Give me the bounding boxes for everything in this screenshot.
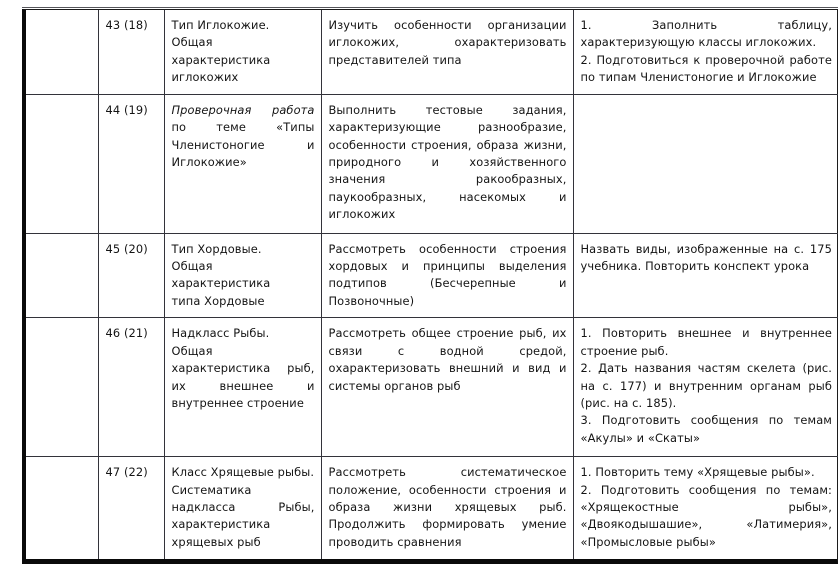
lesson-number: 46 (21)	[98, 318, 164, 457]
lesson-goal: Рассмотреть общее строение рыб, их связи с водной средой, охарактеризовать внешний и вид и системы органов рыб	[321, 318, 573, 457]
topic-line: Систематика надкласса Рыбы, характеристика хрящевых рыб	[171, 482, 315, 549]
topic-line: Общая характеристика рыб, их внешнее и внутреннее строение	[171, 343, 315, 410]
topic-line: Надкласс Рыбы.	[171, 326, 270, 341]
row-blank-cell	[26, 94, 98, 233]
row-blank-cell	[26, 233, 98, 318]
table-row	[26, 233, 838, 318]
lesson-number: 44 (19)	[98, 94, 164, 233]
row-blank-cell	[26, 318, 98, 457]
lesson-number: 47 (22)	[98, 457, 164, 559]
lesson-number: 45 (20)	[98, 233, 164, 318]
topic-line: Тип Хордовые.	[171, 241, 262, 256]
lesson-goal: Рассмотреть систематическое положение, особенности строения и образа жизни хрящевых рыб. Продолжить формировать умение проводить сравнения	[321, 457, 573, 559]
homework-item: 2. Подготовить сообщения по темам: «Хрящекостные рыбы», «Двоякодышашие», «Латимерия», «Промысловые рыбы»	[580, 482, 832, 549]
lesson-topic	[164, 318, 321, 457]
lesson-homework	[573, 94, 838, 233]
row-blank-cell	[26, 10, 98, 94]
lesson-homework	[573, 10, 838, 94]
lesson-homework	[573, 318, 838, 457]
topic-line: типа Хордовые	[171, 293, 265, 308]
topic-line: иглокожих	[171, 70, 239, 85]
lesson-homework	[573, 233, 838, 318]
homework-item: Назвать виды, изображенные на с. 175 учебника. Повторить конспект урока	[580, 241, 832, 273]
schedule-table	[26, 10, 838, 559]
lesson-topic	[164, 94, 321, 233]
lesson-topic	[164, 10, 321, 94]
lesson-schedule-table	[22, 9, 838, 564]
homework-item: 2. Дать названия частям скелета (рис. на с. 177) и внутренним органам рыб (рис. на с. 185).	[580, 361, 832, 410]
row-blank-cell	[26, 457, 98, 559]
homework-item: 3. Подготовить сообщения по темам «Акулы» и «Скаты»	[580, 413, 832, 445]
homework-item: 1. Повторить тему «Хрящевые рыбы».	[580, 465, 815, 480]
lesson-number: 43 (18)	[98, 10, 164, 94]
lesson-goal: Изучить особенности организации иглокожих, охарактеризовать представителей типа	[321, 10, 573, 94]
lesson-topic	[164, 457, 321, 559]
topic-line: Тип Иглокожие.	[171, 18, 270, 32]
lesson-goal: Выполнить тестовые задания, характеризующие разнообразие, особенности строения, образа жизни, природного и хозяйственного значения ракообразных, паукообразных, насекомых и иглокожих	[321, 94, 573, 233]
lesson-topic	[164, 233, 321, 318]
topic-line: Класс Хрящевые рыбы.	[171, 465, 315, 480]
table-row	[26, 318, 838, 457]
topic-line: Общая характеристика	[171, 35, 271, 67]
table-row	[26, 457, 838, 559]
topic-line: по теме «Типы Членистоногие и Иглокожие»	[171, 120, 315, 169]
homework-item: 1. Заполнить таблицу, характеризующую классы иглокожих.	[580, 18, 832, 50]
lesson-goal: Рассмотреть особенности строения хордовых и принципы выделения подтипов (Бесчерепные и Позвоночные)	[321, 233, 573, 318]
homework-item: 1. Повторить внешнее и внутреннее строение рыб.	[580, 326, 832, 358]
table-row	[26, 10, 838, 94]
table-row	[26, 94, 838, 233]
homework-item: 2. Подготовиться к проверочной работе по типам Членистоногие и Иглокожие	[580, 52, 832, 85]
lesson-homework	[573, 457, 838, 559]
topic-italic-title: Проверочная работа	[171, 102, 315, 117]
topic-line: Общая характеристика	[171, 259, 271, 291]
